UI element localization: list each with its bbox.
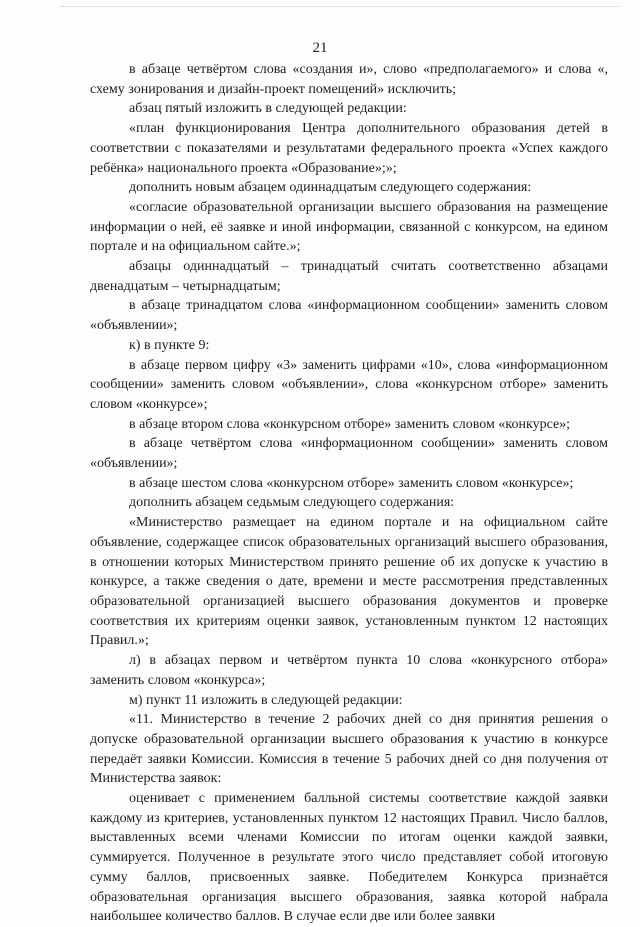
- paragraph: абзацы одиннадцатый – тринадцатый считать соответственно абзацами двенадцатым – четырнадцатым;: [90, 259, 608, 294]
- paragraph: оценивает с применением балльной системы соответствие каждой заявки каждому из критериев, установленных пунктом 12 настоящих Правил. Число баллов, выставленных всеми членами Комиссии по итогам оценки каждой заявки, суммируется. Полученное в результате этого число представляет собой итоговую сумму баллов, присвоенных заявке. Победителем Конкурса признаётся образовательная организация высшего образования, заявка которой набрала наибольшее количество баллов. В случае если две или более заявки: [90, 791, 608, 925]
- paragraph: в абзаце втором слова «конкурсном отборе» заменить словом «конкурсе»;: [129, 416, 571, 432]
- paragraph: дополнить новым абзацем одиннадцатым следующего содержания:: [129, 180, 532, 196]
- paragraph: дополнить абзацем седьмым следующего содержания:: [129, 495, 455, 511]
- paragraph: м) пункт 11 изложить в следующей редакции:: [129, 692, 403, 708]
- paragraph: в абзаце четвёртом слова «создания и», слово «предполагаемого» и слова «, схему зонирования и дизайн-проект помещений» исключить;: [90, 62, 608, 97]
- page-number: 21: [312, 40, 328, 56]
- paragraph: в абзаце первом цифру «3» заменить цифрами «10», слова «информационном сообщении» заменить словом «объявлении», слова «конкурсном отборе» заменить словом «конкурсе»;: [90, 357, 608, 412]
- paragraph: «Министерство размещает на едином портале и на официальном сайте объявление, содержащее список образовательных организаций высшего образования, в отношении которых Министерством принято решение об их допуске к участию в конкурсе, а также сведения о дате, времени и месте рассмотрения представленных образовательной организацией высшего образования документов и проверке соответствия их критериям оценки заявок, установленным пунктом 12 настоящих Правил.»;: [90, 515, 608, 649]
- paragraph: «11. Министерство в течение 2 рабочих дней со дня принятия решения о допуске образовательной организации высшего образования к участию в конкурсе передаёт заявки Комиссии. Комиссия в течение 5 рабочих дней со дня получения от Министерства заявок:: [90, 712, 608, 787]
- paragraph: к) в пункте 9:: [129, 337, 210, 353]
- paragraph: л) в абзацах первом и четвёртом пункта 10 слова «конкурсного отбора» заменить словом «конкурса»;: [90, 653, 608, 688]
- paragraph: в абзаце четвёртом слова «информационном сообщении» заменить словом «объявлении»;: [90, 436, 608, 472]
- paragraph: абзац пятый изложить в следующей редакции:: [129, 101, 407, 117]
- scan-artifact-line: [60, 6, 620, 11]
- paragraph: «согласие образовательной организации высшего образования на размещение информации о ней, её заявке и иной информации, связанной с конкурсом, на едином портале и на официальном сайте.»;: [90, 199, 608, 255]
- paragraph: в абзаце тринадцатом слова «информационном сообщении» заменить словом «объявлении»;: [90, 298, 608, 334]
- paragraph: в абзаце шестом слова «конкурсном отборе» заменить словом «конкурсе»;: [129, 475, 574, 491]
- paragraph: «план функционирования Центра дополнительного образования детей в соответствии с показателями и результатами федерального проекта «Успех каждого ребёнка» национального проекта «Образование»;»;: [90, 121, 608, 176]
- document-body: [90, 60, 608, 927]
